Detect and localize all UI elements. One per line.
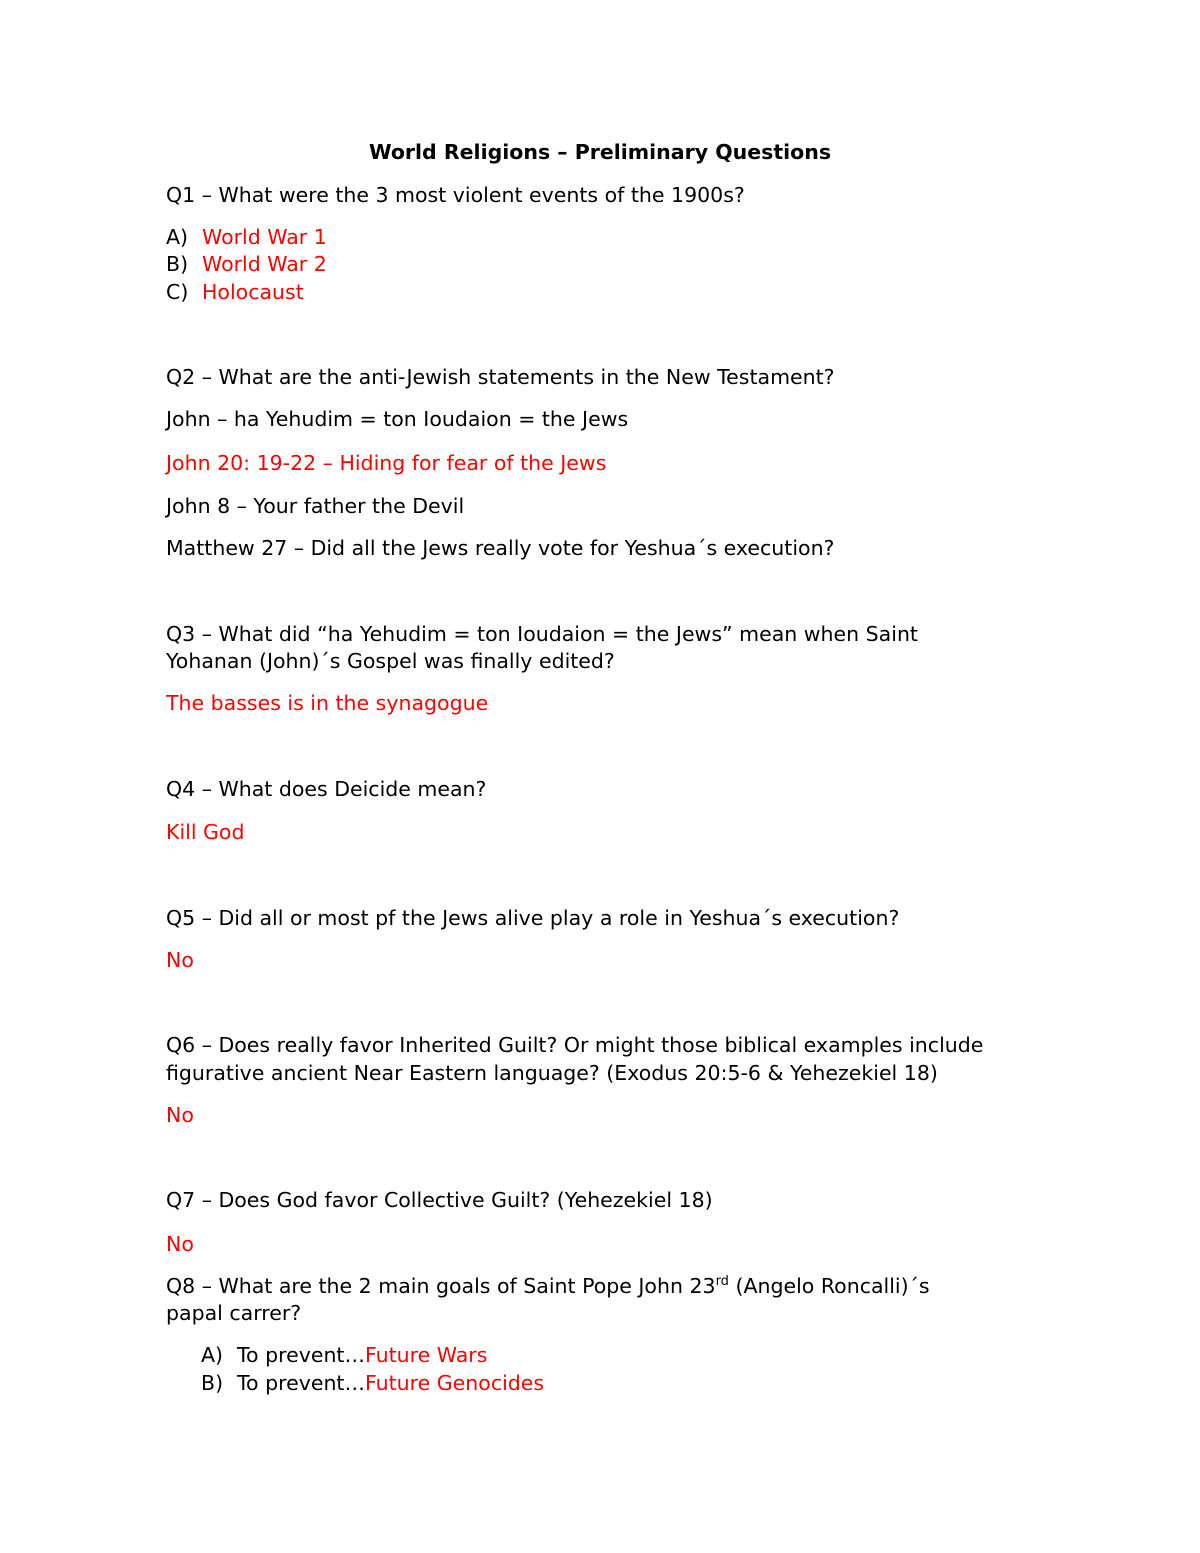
q2-line-john-20: John 20: 19-22 – Hiding for fear of the Jews [166, 451, 607, 475]
q4-answer: Kill God [166, 820, 245, 844]
list-label: C) [166, 280, 189, 304]
answer-text: World War 1 [202, 225, 327, 249]
q3-question-line2: Yohanan (John)´s Gospel was finally edited? [166, 649, 615, 673]
document-title: World Religions – Preliminary Questions [368, 140, 832, 164]
q1-answer-a [166, 223, 327, 251]
q1-answer-b [166, 250, 327, 278]
q8-answer-a [201, 1341, 487, 1369]
q2-question: Q2 – What are the anti-Jewish statements in the New Testament? [166, 365, 835, 389]
q8-question-line2: papal carrer? [166, 1301, 302, 1325]
answer-text: Future Wars [364, 1343, 488, 1367]
q2-line-john: John – ha Yehudim = ton Ioudaion = the Jews [166, 407, 629, 431]
q1-answer-c [166, 278, 304, 306]
list-label: B) [166, 252, 189, 276]
answer-prefix: To prevent… [237, 1371, 365, 1395]
q5-question: Q5 – Did all or most pf the Jews alive play a role in Yeshua´s execution? [166, 906, 900, 930]
q1-question: Q1 – What were the 3 most violent events of the 1900s? [166, 183, 745, 207]
q6-question-line1: Q6 – Does really favor Inherited Guilt? Or might those biblical examples include [166, 1033, 984, 1057]
q8-question-text: Q8 – What are the 2 main goals of Saint Pope John 23 [166, 1274, 716, 1298]
q4-question: Q4 – What does Deicide mean? [166, 777, 487, 801]
q6-answer: No [166, 1103, 194, 1127]
q7-question: Q7 – Does God favor Collective Guilt? (Yehezekiel 18) [166, 1188, 713, 1212]
answer-text: Holocaust [202, 280, 304, 304]
q8-question-text-cont: (Angelo Roncalli)´s [728, 1274, 930, 1298]
list-label: A) [166, 225, 189, 249]
list-label: A) [201, 1343, 224, 1367]
q2-line-john-8: John 8 – Your father the Devil [166, 494, 465, 518]
answer-text: Future Genocides [364, 1371, 545, 1395]
q5-answer: No [166, 948, 194, 972]
ordinal-suffix: rd [715, 1274, 729, 1290]
q6-question-line2: figurative ancient Near Eastern language? (Exodus 20:5-6 & Yehezekiel 18) [166, 1061, 938, 1085]
q3-question-line1: Q3 – What did “ha Yehudim = ton Ioudaion = the Jews” mean when Saint [166, 622, 918, 646]
list-label: B) [201, 1371, 224, 1395]
answer-prefix: To prevent… [237, 1343, 365, 1367]
answer-text: World War 2 [202, 252, 327, 276]
q3-answer: The basses is in the synagogue [166, 691, 489, 715]
q2-line-matthew-27: Matthew 27 – Did all the Jews really vote for Yeshua´s execution? [166, 536, 835, 560]
q7-answer: No [166, 1232, 194, 1256]
q8-answer-b [201, 1369, 544, 1397]
q8-question-line1 [166, 1272, 930, 1300]
